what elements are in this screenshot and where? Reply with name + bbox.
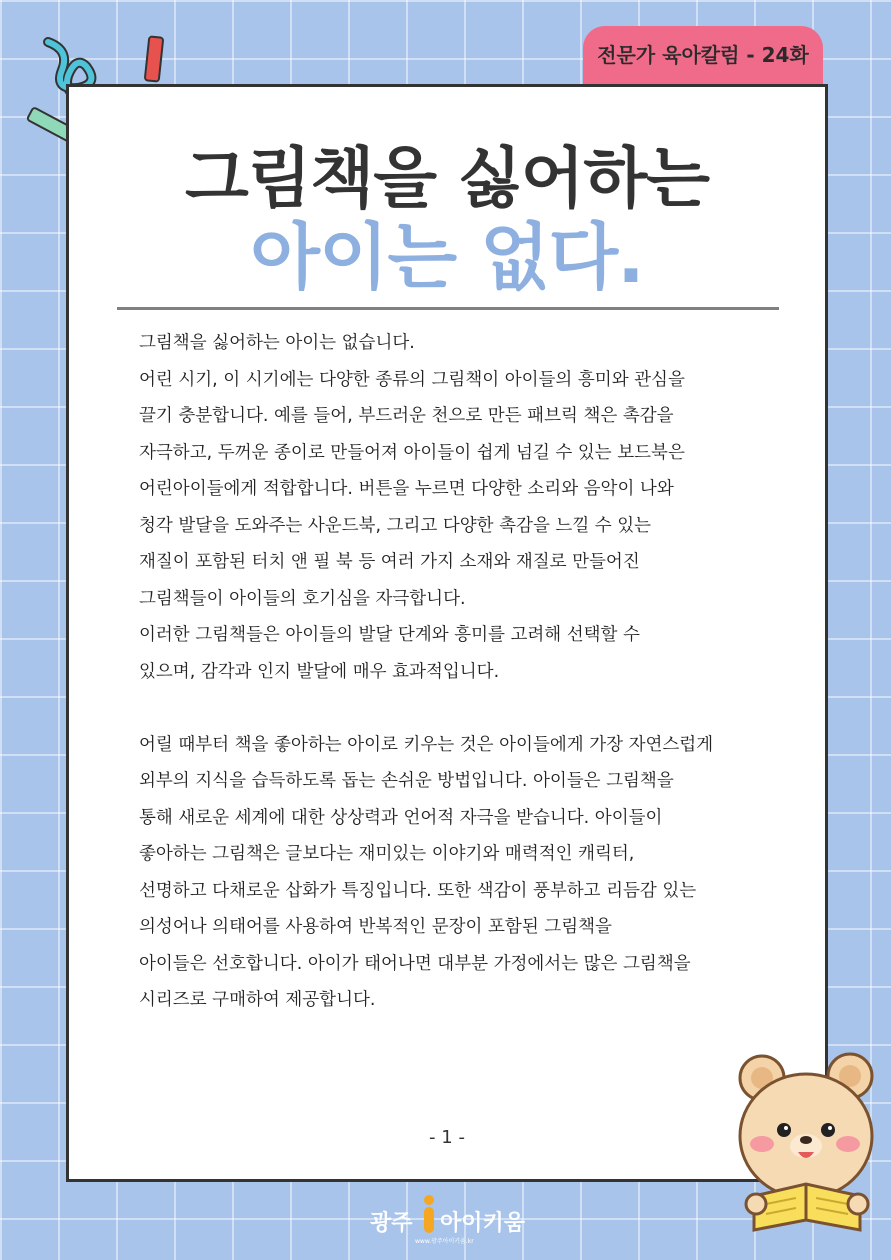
body-line: 어릴 때부터 책을 좋아하는 아이로 키우는 것은 아이들에게 가장 자연스럽게	[139, 734, 714, 755]
body-line: 있으며, 감각과 인지 발달에 매우 효과적입니다.	[139, 661, 500, 682]
body-line: 이러한 그림책들은 아이들의 발달 단계와 흥미를 고려해 선택할 수	[139, 625, 640, 645]
body-line: 선명하고 다채로운 삽화가 특징입니다. 또한 색감이 풍부하고 리듬감 있는	[139, 880, 697, 901]
body-line: 자극하고, 두꺼운 종이로 만들어져 아이들이 쉽게 넘길 수 있는 보드북은	[139, 442, 685, 463]
body-line: 아이들은 선호합니다. 아이가 태어나면 대부분 가정에서는 많은 그림책을	[139, 953, 691, 974]
paragraph-spacer	[139, 690, 779, 727]
body-line: 의성어나 의태어를 사용하여 반복적인 문장이 포함된 그림책을	[139, 917, 612, 937]
page-title-line2: 아이는 없다.	[250, 215, 644, 299]
body-line: 청각 발달을 도와주는 사운드북, 그리고 다양한 촉감을 느낄 수 있는	[139, 515, 652, 536]
column-tag: 전문가 육아칼럼 - 24화	[583, 26, 823, 86]
red-bar-decoration	[144, 35, 165, 82]
logo-text-left: 광주	[370, 1211, 413, 1236]
page-title-line1: 그림책을 싫어하는	[184, 140, 710, 217]
logo-url: www.광주아이키움.kr	[415, 1238, 474, 1245]
body-line: 그림책들이 아이들의 호기심을 자극합니다.	[139, 588, 466, 609]
article-page	[66, 84, 828, 1182]
bear-mascot-icon	[732, 1048, 882, 1233]
body-line: 어린아이들에게 적합합니다. 버튼을 누르면 다양한 소리와 음악이 나와	[139, 479, 674, 499]
child-figure-icon	[420, 1194, 438, 1234]
footer-logo	[360, 1190, 532, 1250]
body-line: 외부의 지식을 습득하도록 돕는 손쉬운 방법입니다. 아이들은 그림책을	[139, 771, 674, 791]
article-body	[139, 325, 779, 1019]
title-divider	[117, 307, 779, 310]
body-line: 좋아하는 그림책은 글보다는 재미있는 이야기와 매력적인 캐릭터,	[139, 844, 635, 864]
page-number: - 1 -	[429, 1127, 465, 1148]
body-line: 끌기 충분합니다. 예를 들어, 부드러운 천으로 만든 패브릭 책은 촉감을	[139, 406, 674, 426]
body-line: 그림책을 싫어하는 아이는 없습니다.	[139, 333, 415, 353]
body-line: 통해 새로운 세계에 대한 상상력과 언어적 자극을 받습니다. 아이들이	[139, 807, 663, 828]
body-line: 어린 시기, 이 시기에는 다양한 종류의 그림책이 아이들의 흥미와 관심을	[139, 369, 685, 390]
body-line: 시리즈로 구매하여 제공합니다.	[139, 990, 376, 1010]
body-line: 재질이 포함된 터치 앤 필 북 등 여러 가지 소재와 재질로 만들어진	[139, 552, 640, 572]
logo-text-right: 아이키움	[440, 1211, 526, 1236]
